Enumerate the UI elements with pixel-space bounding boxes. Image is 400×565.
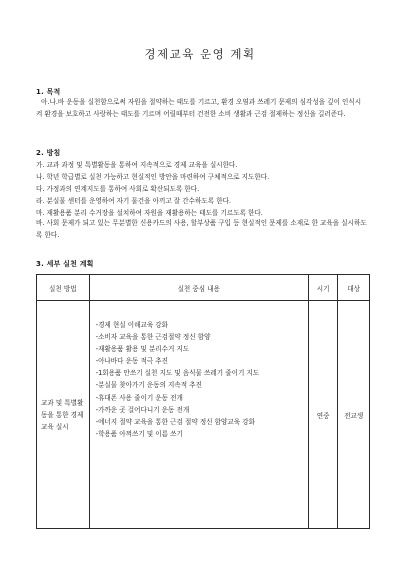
table-header-row <box>37 275 370 301</box>
policy-item: 나. 학년 학급별로 실천 가능하고 현실적인 방안을 마련하여 구체적으로 지도한다. <box>36 173 270 181</box>
list-item: -휴대폰 사용 줄이기 운동 전개 <box>95 393 183 402</box>
page-title: 경제교육 운영 계획 <box>144 47 256 61</box>
purpose-heading: 1. 목적 <box>36 88 61 96</box>
cell-time: 연중 <box>308 301 338 529</box>
cell-target: 전교생 <box>338 301 370 529</box>
policy-item: 다. 가정과의 연계지도를 통하여 사회로 확산되도록 한다. <box>36 185 200 193</box>
list-item: -경제 현실 이해교육 강화 <box>95 321 169 329</box>
header-method: 실천 방법 <box>37 275 90 301</box>
list-item: -에너지 절약 교육을 통한 근검 절약 정신 함양교육 강화 <box>95 417 255 426</box>
purpose-text: 아.나.바 운동을 실천함으로써 자원을 절약하는 태도를 기르고, 환경 오염과 쓰레기 문제의 심각성을 깊이 인식시켜 환경을 보호하고 사랑하는 태도를 기르며 어릴때부터 건전한 소비 생활과 근검 절제하는 정신을 길러준다. <box>36 98 362 118</box>
table-row <box>37 301 370 529</box>
list-item: -아나바다 운동 적극 추진 <box>95 357 169 366</box>
policy-item: 마. 재활용품 분리 수거장을 설치하여 자원을 재활용하는 태도를 기르도록 한다. <box>36 209 263 217</box>
policy-heading: 2. 방침 <box>36 149 61 157</box>
plan-heading: 3. 세부 실천 계획 <box>36 260 94 268</box>
header-time: 시기 <box>308 275 338 301</box>
list-item: -소비자 교육을 통한 근검절약 정신 함양 <box>95 333 211 342</box>
list-item: -분실물 찾아가기 운동의 지속적 추진 <box>95 381 202 390</box>
cell-method: 교과 및 특별활동을 통한 경제 교육 실시 <box>37 301 90 529</box>
header-content: 실천 중심 내용 <box>89 275 308 301</box>
header-target: 대상 <box>338 275 370 301</box>
policy-item: 바. 사회 문제가 되고 있는 무분별한 신용카드의 사용, 할부상품 구입 등 현실적인 문제를 소재로 한 교육을 실시하도록 한다. <box>36 219 367 239</box>
list-item: -재활용품 활용 및 분리수거 지도 <box>95 345 190 354</box>
policy-item: 라. 분실물 센터를 운영하여 자기 물건을 아끼고 잘 간수하도록 한다. <box>36 197 232 205</box>
list-item: -가까운 곳 걸어다니기 운동 전개 <box>95 405 190 414</box>
list-item: -1회용품 안쓰기 실천 지도 및 음식물 쓰레기 줄이기 지도 <box>95 369 260 378</box>
policy-item: 가. 교과 과정 및 특별활동을 통하여 지속적으로 경제 교육을 실시한다. <box>36 161 238 169</box>
cell-content <box>89 301 308 529</box>
list-item: -학용품 아껴쓰기 및 이름 쓰기 <box>95 429 183 438</box>
content-list <box>96 319 302 440</box>
plan-table <box>36 274 370 529</box>
